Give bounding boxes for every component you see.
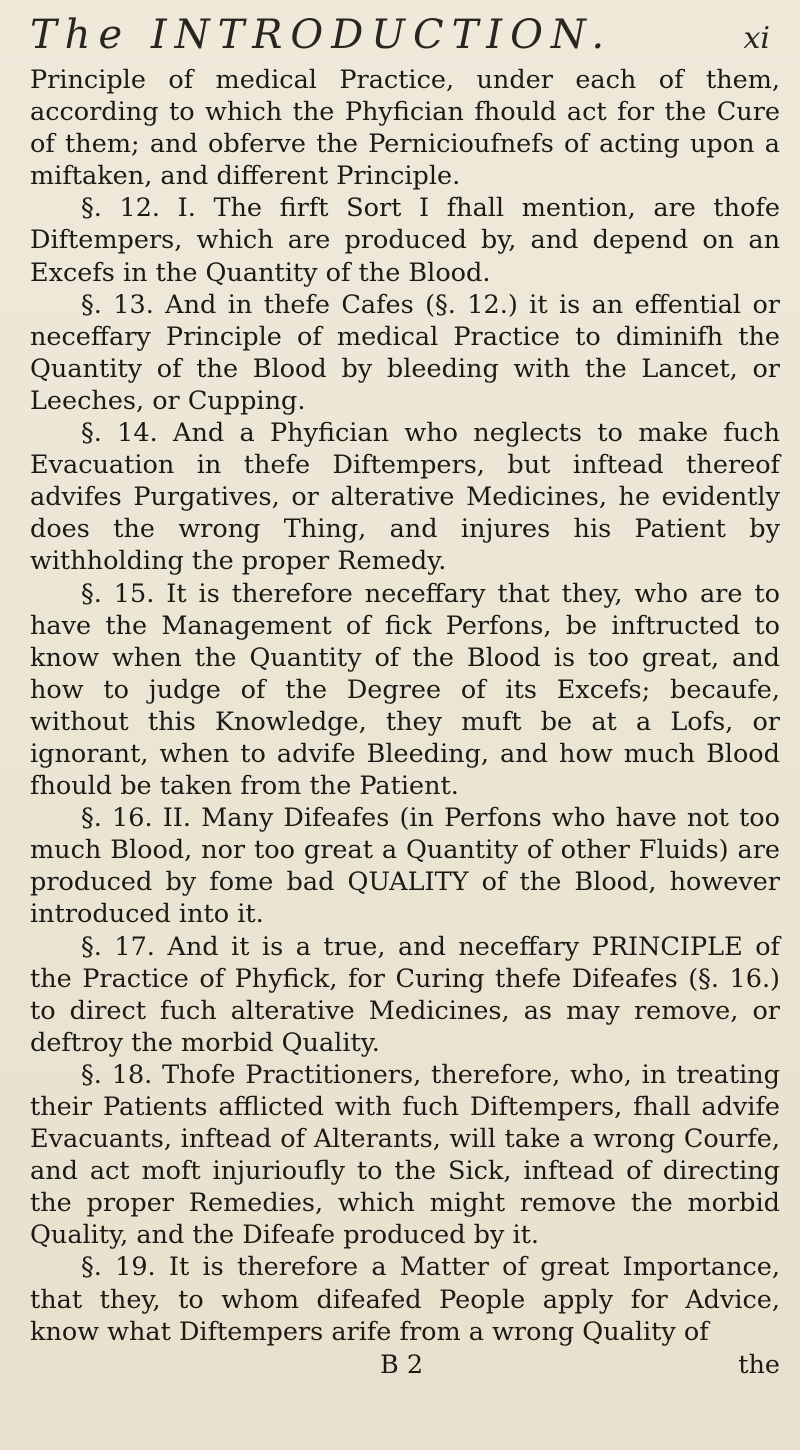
running-header	[30, 12, 770, 64]
page-footer	[30, 1350, 780, 1384]
running-title: The INTRODUCTION.	[30, 12, 613, 58]
signature-mark: B 2	[380, 1350, 424, 1380]
paragraph: Principle of medical Practice, under each of them, according to which the Phyfician fhould act for the Cure of them; and obferve the Pernicioufnefs of acting upon a miftaken, and different Principle.	[30, 65, 780, 192]
paragraph: §. 14. And a Phyfician who neglects to make fuch Evacuation in thefe Diftempers, but inftead thereof advifes Purgatives, or alterative Medicines, he evidently does the wrong Thing, and injures his Patient by withholding the proper Remedy.	[30, 418, 780, 577]
paragraph: §. 18. Thofe Practitioners, therefore, who, in treating their Patients afflicted with fuch Diftempers, fhall advife Evacuants, inftead of Alterants, will take a wrong Courfe, and act moft injurioufly to the Sick, inftead of directing the proper Remedies, which might remove the morbid Quality, and the Difeafe produced by it.	[30, 1059, 780, 1251]
paragraph: §. 13. And in thefe Cafes (§. 12.) it is an effential or neceffary Principle of medical Practice to diminifh the Quantity of the Blood by bleeding with the Lancet, or Leeches, or Cupping.	[30, 289, 780, 416]
catchword: the	[738, 1350, 780, 1380]
page-number: xi	[743, 21, 770, 56]
paragraph: §. 17. And it is a true, and neceffary PRINCIPLE of the Practice of Phyfick, for Curing thefe Difeafes (§. 16.) to direct fuch alterative Medicines, as may remove, or deftroy the morbid Quality.	[30, 931, 780, 1058]
paragraph: §. 15. It is therefore neceffary that they, who are to have the Management of fick Perfons, be inftructed to know when the Quantity of the Blood is too great, and how to judge of the Degree of its Excefs; becaufe, without this Knowledge, they muft be at a Lofs, or ignorant, when to advife Bleeding, and how much Blood fhould be taken from the Patient.	[30, 578, 780, 802]
paragraph: §. 12. I. The firft Sort I fhall mention, are thofe Diftempers, which are produced by, and depend on an Excefs in the Quantity of the Blood.	[30, 193, 780, 288]
paragraph: §. 19. It is therefore a Matter of great Importance, that they, to whom difeafed People apply for Advice, know what Diftempers arife from a wrong Quality of	[30, 1252, 780, 1347]
body-text	[30, 64, 780, 1348]
paragraph: §. 16. II. Many Difeafes (in Perfons who have not too much Blood, nor too great a Quantity of other Fluids) are produced by fome bad QUALITY of the Blood, however introduced into it.	[30, 803, 780, 930]
